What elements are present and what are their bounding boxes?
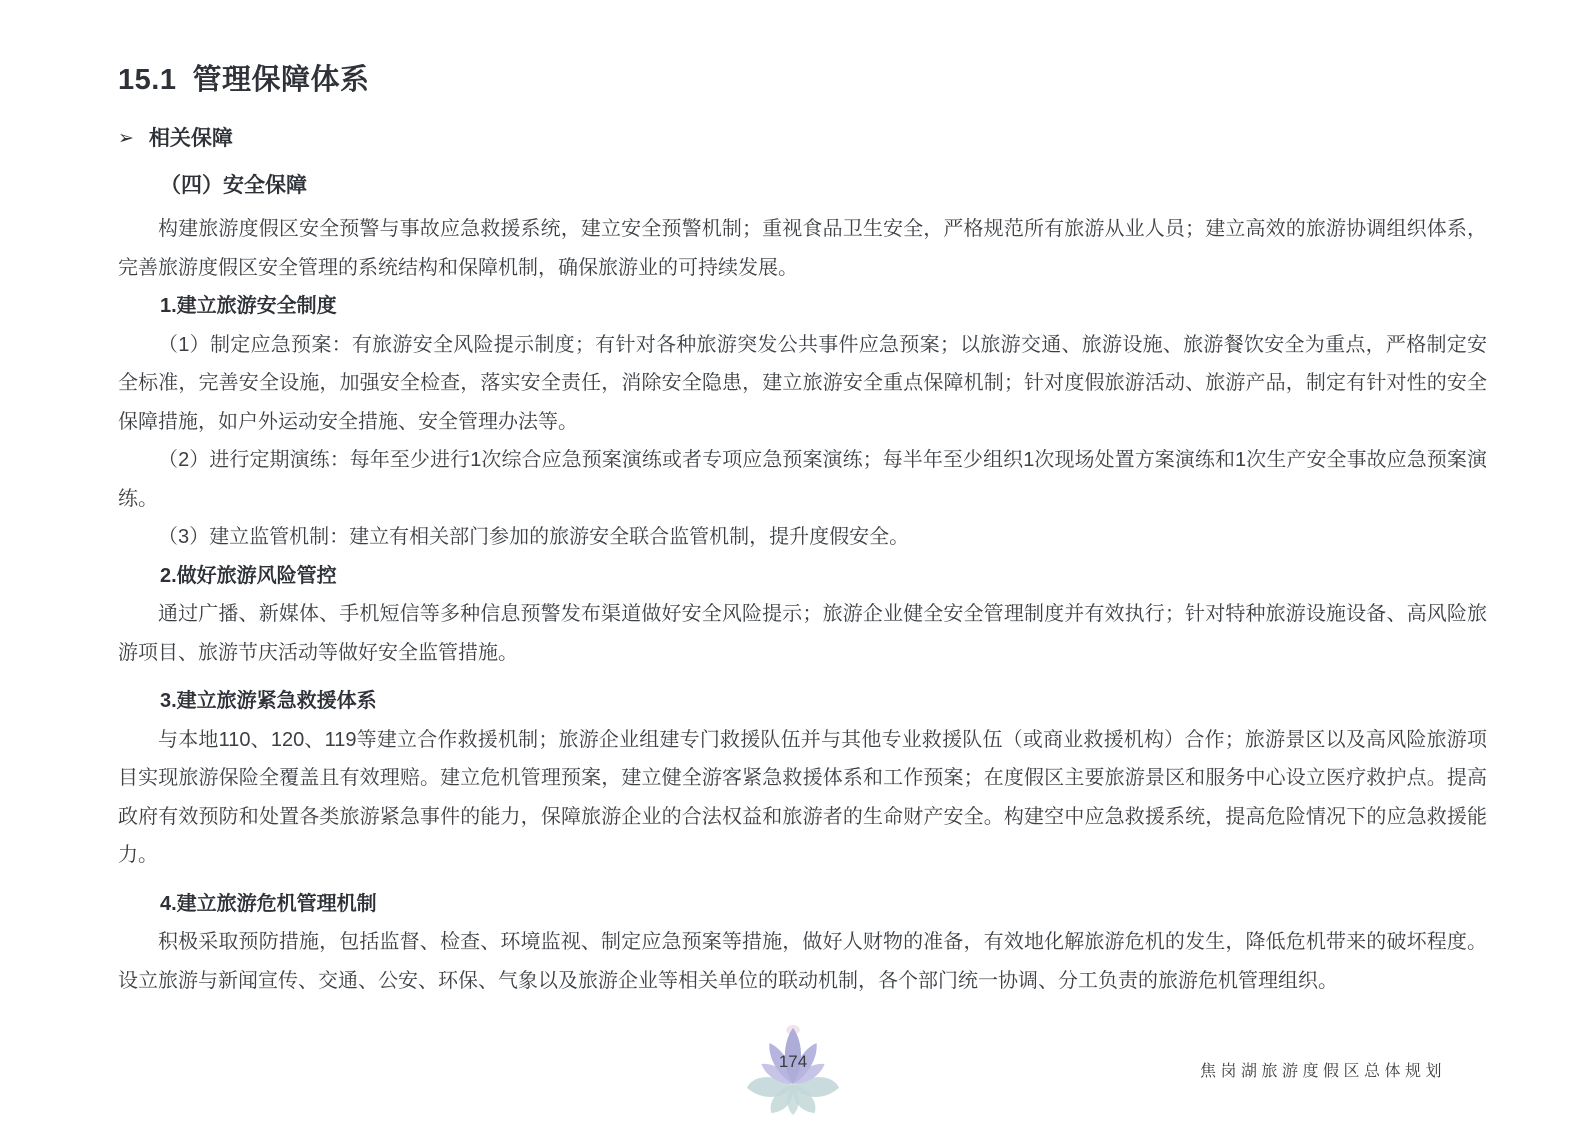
paragraph: （1）制定应急预案：有旅游安全风险提示制度；有针对各种旅游突发公共事件应急预案；以旅游交通、旅游设施、旅游餐饮安全为重点，严格制定安全标准，完善安全设施，加强安全检查，落实安全责任，消除安全隐患，建立旅游安全重点保障机制；针对度假旅游活动、旅游产品，制定有针对性的安全保障措施，如户外运动安全措施、安全管理办法等。 [118,333,1487,433]
numbered-heading-3: 3.建立旅游紧急救援体系 [160,690,377,712]
numbered-heading-1: 1.建立旅游安全制度 [160,295,337,317]
paragraph: 与本地110、120、119等建立合作救援机制；旅游企业组建专门救援队伍并与其他专业救援队伍（或商业救援机构）合作；旅游景区以及高风险旅游项目实现旅游保险全覆盖且有效理赔。建立危机管理预案，建立健全游客紧急救援体系和工作预案；在度假区主要旅游景区和服务中心设立医疗救护点。提高政府有效预防和处置各类旅游紧急事件的能力，保障旅游企业的合法权益和旅游者的生命财产安全。构建空中应急救援系统，提高危险情况下的应急救援能力。 [118,728,1487,866]
sub-heading: （四）安全保障 [160,174,307,197]
paragraph: 积极采取预防措施，包括监督、检查、环境监视、制定应急预案等措施，做好人财物的准备，有效地化解旅游危机的发生，降低危机带来的破坏程度。设立旅游与新闻宣传、交通、公安、环保、气象以及旅游企业等相关单位的联动机制，各个部门统一协调、分工负责的旅游危机管理组织。 [118,931,1487,992]
numbered-heading-4: 4.建立旅游危机管理机制 [160,892,377,915]
arrow-bullet-icon: ➢ [118,128,134,149]
body-text [118,210,1487,1000]
paragraph: 通过广播、新媒体、手机短信等多种信息预警发布渠道做好安全风险提示；旅游企业健全安全管理制度并有效执行；针对特种旅游设施设备、高风险旅游项目、旅游节庆活动等做好安全监管措施。 [118,603,1487,664]
lotus-logo [744,1022,842,1118]
paragraph: （3）建立监管机制：建立有相关部门参加的旅游安全联合监管机制，提升度假安全。 [158,526,910,548]
page-number: 174 [778,1052,808,1071]
bullet-heading-label: 相关保障 [148,127,233,150]
section-heading [118,62,1487,98]
section-title: 管理保障体系 [192,64,370,96]
numbered-heading-2: 2.做好旅游风险管控 [160,564,337,587]
footer-doc-title: 焦岗湖旅游度假区总体规划 [1200,1063,1447,1080]
paragraph: 构建旅游度假区安全预警与事故应急救援系统，建立安全预警机制；重视食品卫生安全，严格规范所有旅游从业人员；建立高效的旅游协调组织体系，完善旅游度假区安全管理的系统结构和保障机制，确保旅游业的可持续发展。 [118,218,1487,279]
section-number: 15.1 [118,64,177,96]
bullet-heading [118,124,1487,155]
paragraph: （2）进行定期演练：每年至少进行1次综合应急预案演练或者专项应急预案演练；每半年至少组织1次现场处置方案演练和1次生产安全事故应急预案演练。 [118,449,1487,510]
